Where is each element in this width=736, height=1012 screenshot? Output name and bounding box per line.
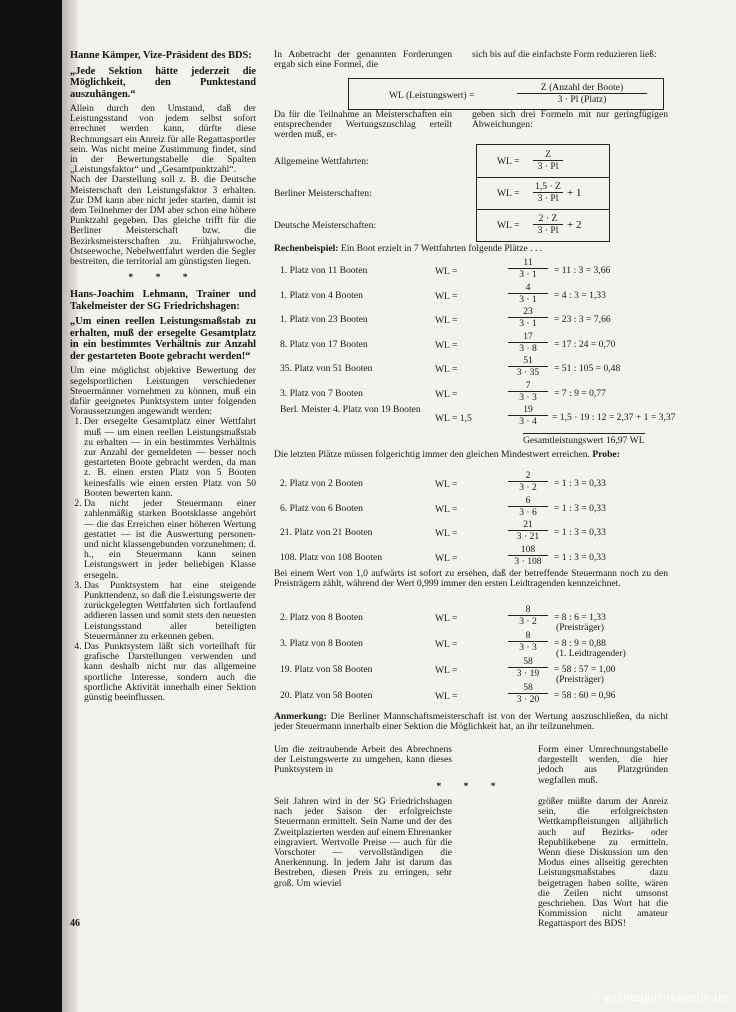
calc-result: = 58 : 57 = 1,00	[554, 664, 616, 675]
calc-fraction	[508, 380, 548, 403]
denominator: 3 · 1	[508, 293, 548, 305]
calc-fraction	[508, 519, 548, 542]
calc-label: 20. Platz von 58 Booten	[280, 690, 373, 701]
heading-kaemper: Hanne Kämper, Vize-Präsident des BDS:	[70, 50, 252, 61]
quote-lehmann: „Um einen reellen Leistungsmaßstab zu erhalten, muß der ersegelte Gesamtplatz in ein bestimmtes Verhältnis zur Anzahl der gestarteten Boote gebracht werden!“	[70, 316, 256, 362]
calc-fraction	[508, 495, 548, 518]
formula-fraction	[533, 149, 563, 172]
formula-label: Allgemeine Wettfahrten:	[274, 156, 369, 167]
watermark: © yachtsportmuseum.de	[589, 991, 728, 1004]
calc-fraction	[508, 656, 548, 679]
column-left	[70, 50, 256, 703]
calc-fraction	[508, 630, 548, 653]
calc-note: (Preisträger)	[556, 674, 604, 685]
calc-lhs: WL =	[435, 339, 458, 351]
calc-fraction	[508, 604, 548, 627]
numerator: 17	[523, 330, 533, 342]
note	[274, 712, 668, 732]
denominator: 3 · 3	[508, 391, 548, 403]
calc-note: (1. Leidtragender)	[556, 648, 626, 659]
calc-lhs: WL =	[435, 290, 458, 302]
calc-lhs: WL =	[435, 388, 458, 400]
numerator: 108	[520, 543, 536, 555]
formula-label: Deutsche Meisterschaften:	[274, 220, 377, 231]
paragraph: Allein durch den Umstand, daß der Leistungsstand von jedem selbst sofort errechnet werden kann, dürfte diese Rechnungsart ein Anreiz für alle Regattasportler sein. Was nicht meine Zustimmung findet, sind in der Bewertungstabelle die Spalten „Leistungsfaktor“ und „Gesamtpunktzahl“.	[70, 103, 256, 176]
calc-result: = 1 : 3 = 0,33	[554, 502, 606, 514]
denominator: 3 · 21	[508, 530, 548, 542]
calc-lhs: WL =	[435, 266, 458, 277]
example-intro-label: Rechenbeispiel:	[274, 243, 339, 254]
paragraph: Um eine möglichst objektive Bewertung der segelsportlichen Leistungen verschiedener Steuermänner vornehmen zu können, muß ein dafür geeignetes Punktsystem unter folgenden Voraussetzungen angewandt werden:	[70, 365, 256, 418]
probe-label: Probe:	[592, 449, 620, 460]
calc-label: 8. Platz von 17 Booten	[280, 338, 368, 350]
calc-result: = 11 : 3 = 3,66	[554, 265, 611, 276]
denominator: 3 · 1	[508, 268, 548, 280]
page-number: 46	[70, 918, 80, 929]
denominator: 3 · 20	[508, 693, 548, 705]
denominator: 3 · 4	[508, 415, 548, 427]
main-formula-box	[348, 78, 664, 110]
formula-lhs: WL (Leistungswert) =	[389, 90, 475, 101]
column-right-text	[472, 110, 668, 132]
formula-fraction	[533, 213, 563, 236]
formula-fraction	[533, 181, 563, 204]
column-middle-text	[274, 110, 452, 142]
formula-lhs: WL =	[497, 220, 520, 231]
denominator: 3 · 19	[508, 667, 548, 679]
separator-stars: * * *	[128, 272, 198, 284]
list-item: 1. Der ersegelte Gesamtplatz einer Wettfahrt muß — um einen reellen Leistungsmaßstab zu erhalten — in ein bestimmtes Verhältnis zur Anzahl der gemeldeten — besser noch gestarteten Boote gebracht werden, da man z. B. einen ersten Platz von 5 Booten keinesfalls wie einen ersten Platz von 50 Booten bewerten kann.	[84, 417, 256, 499]
list-item: 3. Das Punktsystem hat eine steigende Punkttendenz, so daß die Leistungswerte der zurückgelegten Wettfahrten sich fortlaufend addieren lassen und somit stets den neuesten Leistungsstand aller beteiligten Steuermänner zu erkennen geben.	[84, 581, 256, 642]
calc-lhs: WL =	[435, 528, 458, 539]
denominator: 3 · 3	[508, 641, 548, 653]
numerator: 51	[523, 355, 533, 366]
calc-result: = 51 : 105 = 0,48	[554, 363, 621, 374]
numerator: 4	[525, 281, 531, 293]
calc-lhs: WL =	[435, 315, 458, 326]
numerator: 11	[523, 257, 533, 268]
calc-lhs: WL = 1,5	[435, 413, 472, 424]
denominator: 3 · 6	[508, 506, 548, 518]
denominator: 3 · 1	[508, 317, 548, 329]
calc-lhs: WL =	[435, 665, 458, 676]
numerator: 23	[523, 306, 533, 317]
numerator: 2	[525, 470, 531, 481]
calc-label: 2. Platz von 8 Booten	[280, 612, 363, 623]
formula-row	[477, 209, 609, 241]
example-intro	[274, 243, 542, 254]
numerator: 21	[523, 519, 533, 530]
calc-label: 35. Platz von 51 Booten	[280, 363, 373, 374]
calc-fraction	[508, 282, 548, 305]
calc-fraction	[508, 257, 548, 280]
formula-lhs: WL =	[497, 156, 520, 167]
conditions-list	[70, 417, 256, 703]
calc-note: (Preisträger)	[556, 622, 604, 633]
note-text: Die Berliner Mannschaftsmeisterschaft ist von der Wertung auszuschließen, da nicht jeder Steuermann innerhalb einer Sektion die Möglichkeit hat, an ihr teilzunehmen.	[274, 711, 668, 733]
paragraph: sich bis auf die einfachste Form reduzieren ließ:	[472, 49, 657, 60]
calc-fraction	[508, 404, 548, 427]
calc-fraction	[508, 682, 548, 705]
separator-stars-2	[274, 782, 668, 792]
calc-fraction	[508, 306, 548, 329]
calc-lhs: WL =	[435, 479, 458, 490]
denominator: 3 · 35	[508, 366, 548, 378]
calc-fraction	[508, 331, 548, 354]
formula-addend: + 1	[567, 187, 582, 199]
quote-kaemper: „Jede Sektion hätte jederzeit die Möglichkeit, den Punktestand auszuhängen.“	[70, 65, 256, 100]
denominator: 3 · 2	[508, 615, 548, 627]
numerator: Z	[545, 149, 551, 160]
paragraph: In Anbetracht der genannten Forderungen ergab sich eine Formel, die	[274, 49, 452, 71]
paragraph: Nach der Darstellung soll z. B. die Deutsche Meisterschaft den Leistungsfaktor 3 erhalten. Zur DM kann aber nicht jeder starten, damit ist dem Teilnehmer der DM aber schon eine höhere Punktzahl gegeben. Das gleiche trifft für die Berliner Meisterschaft bzw. die Bezirksmeisterschaften zu. Frühjahrswoche, Ostseewoche, Nebelwettfahrt werden die Segler bestreiten, die territorial am günstigsten liegen.	[70, 174, 256, 268]
calc-label: 19. Platz von 58 Booten	[280, 664, 373, 675]
stars: * * *	[436, 781, 506, 792]
last-places-text	[274, 450, 668, 460]
calc-label: 1. Platz von 23 Booten	[280, 314, 368, 325]
numerator: 6	[525, 494, 531, 506]
denominator: 3 · 8	[508, 342, 548, 354]
numerator: 1,5 · Z	[535, 181, 561, 192]
value-explanation: Bei einem Wert von 1,0 aufwärts ist sofort zu ersehen, daß der betreffende Steuermann noch zu den Preisträgern zählt, während der Wert 0,999 immer den ersten Leidtragenden kennzeichnet.	[274, 568, 668, 590]
calc-result: = 7 : 9 = 0,77	[554, 387, 606, 399]
calc-label: 3. Platz von 8 Booten	[280, 638, 363, 649]
final-text-right: größer müßte darum der Anreiz sein, die erfolgreichsten Wettkampfleistungen alljährlich auch auf Bezirks- oder Republikebene zu ermitteln. Wenn diese Diskussion um den Modus eines allseitig gerechten Leistungsmaßstabes dazu beigetragen haben sollte, wären die Zeilen nicht umsonst geschrieben. Das Wort hat die Kommission nicht amateur Regattasport des BDS!	[538, 796, 668, 930]
formula-row	[477, 177, 609, 210]
example-intro-text: Ein Boot erzielt in 7 Wettfahrten folgende Plätze . . .	[340, 243, 543, 254]
formula-numerator: Z (Anzahl der Boote)	[540, 82, 624, 93]
calc-result: = 8 : 6 = 1,33	[554, 612, 606, 623]
calc-result: = 4 : 3 = 1,33	[554, 289, 606, 301]
calc-lhs: WL =	[435, 503, 458, 515]
calc-result: = 8 : 9 = 0,88	[554, 638, 606, 649]
formula-table	[274, 144, 608, 240]
formula-addend: + 2	[567, 219, 582, 231]
calc-label: 3. Platz von 7 Booten	[280, 387, 363, 399]
calc-fraction	[508, 544, 548, 567]
calc-label: 2. Platz von 2 Booten	[280, 478, 363, 489]
denominator: 3 · 2	[508, 481, 548, 493]
numerator: 7	[525, 379, 531, 391]
final-text-left: Seit Jahren wird in der SG Friedrichshagen nach jeder Saison der erfolgreichste Steuermann ermittelt. Sein Name und der des Zweitplazierten werden auf einem Ehrenanker eingraviert. Wertvolle Preise — auch für die Vorschoter — vervollständigen die Anerkennung. In jedem Jahr ist darum das Bestreben, diesen Preis zu erringen, sehr groß. Um wieviel	[274, 796, 452, 889]
bottom-text-left: Um die zeitraubende Arbeit des Abrechnens der Leistungswerte zu umgehen, kann dieses Punktsystem in	[274, 744, 452, 776]
calc-result: = 23 : 3 = 7,66	[554, 314, 611, 325]
calc-result: = 58 : 60 = 0,96	[554, 690, 616, 701]
numerator: 2 · Z	[538, 213, 558, 224]
calc-result: = 1 : 3 = 0,33	[554, 551, 606, 563]
calc-label: Berl. Meister 4. Platz von 19 Booten	[280, 404, 421, 415]
calc-label: 1. Platz von 11 Booten	[280, 265, 368, 276]
paragraph: Da für die Teilnahme an Meisterschaften ein entsprechender Wertungszuschlag erteilt werden muß, er-	[274, 109, 452, 141]
calc-result: = 1 : 3 = 0,33	[554, 527, 606, 538]
list-item: 2. Da nicht jeder Steuermann einer zahlenmäßig starken Bootsklasse angehört — die das Erreichen einer höheren Wertung gestattet — ist die Auswertung personen- und nicht klassengebunden vorzunehmen; d. h., ein Steuermann kann seinen Leistungswert in jeder beliebigen Klasse ersegeln.	[84, 499, 256, 581]
column-right-top	[472, 50, 668, 74]
denominator: 3 · Pl	[533, 160, 563, 172]
calc-fraction	[508, 355, 548, 378]
formula-label: Berliner Meisterschaften:	[274, 188, 372, 199]
calc-label: 1. Platz von 4 Booten	[280, 289, 363, 301]
numerator: 19	[523, 404, 533, 415]
formula-denominator: 3 · Pl (Platz)	[517, 93, 647, 105]
calc-label: 21. Platz von 21 Booten	[280, 527, 373, 538]
formula-fraction	[517, 82, 647, 105]
calc-lhs: WL =	[435, 639, 458, 650]
calc-fraction	[508, 470, 548, 493]
numerator: 58	[523, 682, 533, 693]
numerator: 58	[523, 656, 533, 667]
calc-result: = 17 : 24 = 0,70	[554, 338, 616, 350]
calc-label: 108. Platz von 108 Booten	[280, 551, 383, 563]
paragraph: geben sich drei Formeln mit nur geringfügigen Abweichungen:	[472, 109, 668, 131]
heading-lehmann: Hans-Joachim Lehmann, Trainer und Takelmeister der SG Friedrichshagen:	[70, 289, 256, 312]
calc-lhs: WL =	[435, 552, 458, 564]
calc-result: = 1 : 3 = 0,33	[554, 478, 606, 489]
formula-box	[476, 144, 610, 242]
column-middle-top	[274, 50, 452, 74]
bottom-text-right: Form einer Umrechnungstabelle dargestellt werden, die hier jedoch aus Platzgründen wegfallen muß.	[538, 744, 668, 786]
numerator: 8	[525, 630, 531, 641]
paragraph: Die letzten Plätze müssen folgerichtig immer den gleichen Mindestwert erreichen.	[274, 449, 590, 460]
calc-lhs: WL =	[435, 364, 458, 375]
calc-lhs: WL =	[435, 613, 458, 624]
total-value: Gesamtleistungswert 16,97 WL	[523, 435, 645, 446]
list-item: 4. Das Punktsystem läßt sich vorteilhaft für grafische Darstellungen verwenden und kann deshalb nicht nur das allgemeine sportliche Interesse, sondern auch die sportliche Aktivität innerhalb einer Sektion günstig beeinflussen.	[84, 642, 256, 703]
formula-lhs: WL =	[497, 188, 520, 199]
denominator: 3 · 108	[508, 555, 548, 567]
denominator: 3 · Pl	[533, 192, 563, 204]
denominator: 3 · Pl	[533, 224, 563, 236]
numerator: 8	[525, 604, 531, 615]
note-label: Anmerkung:	[274, 711, 327, 722]
calc-result: = 1,5 · 19 : 12 = 2,37 + 1 = 3,37	[552, 412, 676, 423]
formula-row	[477, 145, 609, 178]
calc-lhs: WL =	[435, 691, 458, 702]
calc-label: 6. Platz von 6 Booten	[280, 502, 363, 514]
